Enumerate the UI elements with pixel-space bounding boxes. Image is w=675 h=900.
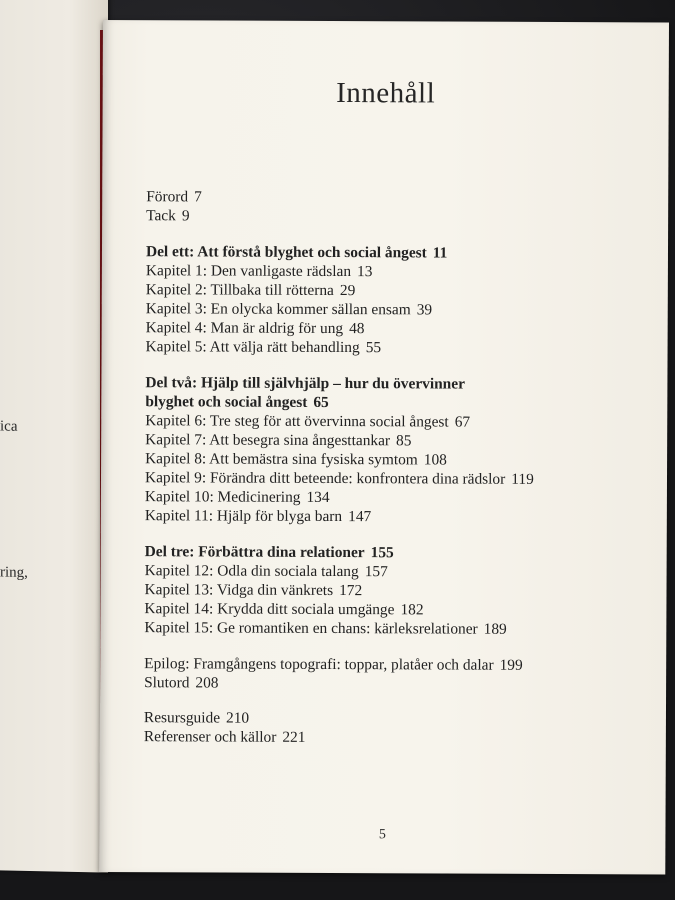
toc-entry-title: Kapitel 4: Man är aldrig för ung <box>145 319 344 338</box>
toc-entry <box>144 618 644 639</box>
toc-entry-title: Kapitel 2: Tillbaka till rötterna <box>145 280 334 299</box>
toc-entry <box>145 468 645 489</box>
toc-entry <box>144 654 644 675</box>
toc-entry-title: blyghet och social ångest <box>145 392 308 411</box>
toc-entry-title: Referenser och källor <box>143 728 277 746</box>
page-title: Innehåll <box>336 77 436 110</box>
toc-entry-page-number: 9 <box>181 207 190 225</box>
toc-entry <box>145 449 645 470</box>
toc-entry <box>145 487 645 508</box>
toc-entry-title: Kapitel 8: Att bemästra sina fysiska symtom <box>145 450 418 469</box>
toc-entry-page-number: 39 <box>416 301 433 319</box>
toc-entry-page-number: 134 <box>306 488 330 507</box>
toc-entry-title: Del ett: Att förstå blyghet och social ångest <box>145 242 427 261</box>
toc-entry-page-number: 67 <box>454 413 471 431</box>
toc-entry <box>146 318 646 339</box>
toc-entry <box>145 411 645 432</box>
toc-entry <box>145 561 645 582</box>
toc-entry-title: Kapitel 13: Vidga din vänkrets <box>144 581 334 599</box>
toc-entry-title: Tack <box>146 207 176 225</box>
toc-entry-title: Epilog: Framgångens topografi: toppar, platåer och dalar <box>144 654 494 674</box>
toc-entry-page-number: 13 <box>357 262 373 280</box>
toc-entry-page-number: 11 <box>432 244 448 262</box>
toc-entry-title: Kapitel 3: En olycka kommer sällan ensam <box>145 300 411 319</box>
page-number: 5 <box>378 827 386 843</box>
toc-entry <box>145 430 645 451</box>
toc-entry-title: Förord <box>146 188 189 206</box>
toc-entry-page-number: 85 <box>396 432 412 450</box>
table-of-contents <box>144 187 646 748</box>
toc-entry-title: Del två: Hjälp till självhjälp – hur du övervinner <box>145 373 465 393</box>
left-page-text-fragment: ring, <box>0 564 28 582</box>
toc-entry-page-number: 147 <box>348 508 372 526</box>
toc-part-heading <box>145 373 645 394</box>
toc-entry-title: Kapitel 6: Tre steg för att övervinna social ångest <box>145 411 449 431</box>
toc-entry-title: Kapitel 12: Odla din sociala talang <box>144 561 359 580</box>
toc-entry-page-number: 189 <box>483 620 507 638</box>
toc-entry-page-number: 172 <box>339 581 363 599</box>
toc-entry <box>144 580 644 601</box>
toc-entry-page-number: 65 <box>313 393 329 411</box>
toc-entry <box>144 708 644 729</box>
toc-entry-page-number: 182 <box>400 601 424 619</box>
toc-entry-title: Resursguide <box>143 709 221 727</box>
toc-entry-page-number: 208 <box>195 674 219 692</box>
toc-entry <box>146 206 646 227</box>
toc-entry-title: Kapitel 10: Medicinering <box>144 488 301 506</box>
toc-entry <box>146 299 646 320</box>
toc-entry-page-number: 210 <box>226 709 250 727</box>
toc-entry <box>146 280 646 301</box>
toc-entry-page-number: 199 <box>499 656 523 674</box>
toc-part-heading <box>146 242 646 263</box>
toc-entry-title: Kapitel 9: Förändra ditt beteende: konfrontera dina rädslor <box>144 469 506 488</box>
toc-entry-page-number: 48 <box>349 320 365 338</box>
toc-entry-page-number: 55 <box>365 339 382 357</box>
toc-entry-title: Kapitel 1: Den vanligaste rädslan <box>145 261 352 280</box>
left-page-text-fragment: ica <box>0 418 18 435</box>
toc-entry-title: Slutord <box>144 673 190 692</box>
toc-entry <box>146 261 646 282</box>
toc-entry-page-number: 157 <box>364 562 388 581</box>
toc-entry-title: Kapitel 15: Ge romantiken en chans: kärleksrelationer <box>144 619 478 638</box>
toc-entry-title: Kapitel 7: Att besegra sina ångesttankar <box>145 431 391 450</box>
toc-entry <box>146 337 646 358</box>
toc-entry-page-number: 119 <box>511 470 534 488</box>
toc-entry <box>144 673 644 694</box>
toc-entry-page-number: 155 <box>370 543 394 561</box>
toc-entry-title: Kapitel 11: Hjälp för blyga barn <box>144 507 343 526</box>
toc-entry-title: Kapitel 5: Att välja rätt behandling <box>145 338 360 357</box>
toc-entry <box>145 506 645 527</box>
toc-entry-page-number: 29 <box>339 281 356 299</box>
toc-part-heading <box>145 542 645 563</box>
toc-entry-page-number: 108 <box>423 451 447 469</box>
toc-entry <box>144 599 644 620</box>
toc-entry-page-number: 221 <box>282 728 306 747</box>
right-page <box>99 20 669 874</box>
toc-entry-title: Kapitel 14: Krydda ditt sociala umgänge <box>144 600 395 619</box>
left-page <box>0 0 108 873</box>
toc-entry <box>146 187 646 208</box>
toc-entry <box>144 727 644 748</box>
toc-entry-page-number: 7 <box>194 188 202 206</box>
toc-entry-title: Del tre: Förbättra dina relationer <box>144 542 365 561</box>
toc-part-heading <box>145 392 645 413</box>
